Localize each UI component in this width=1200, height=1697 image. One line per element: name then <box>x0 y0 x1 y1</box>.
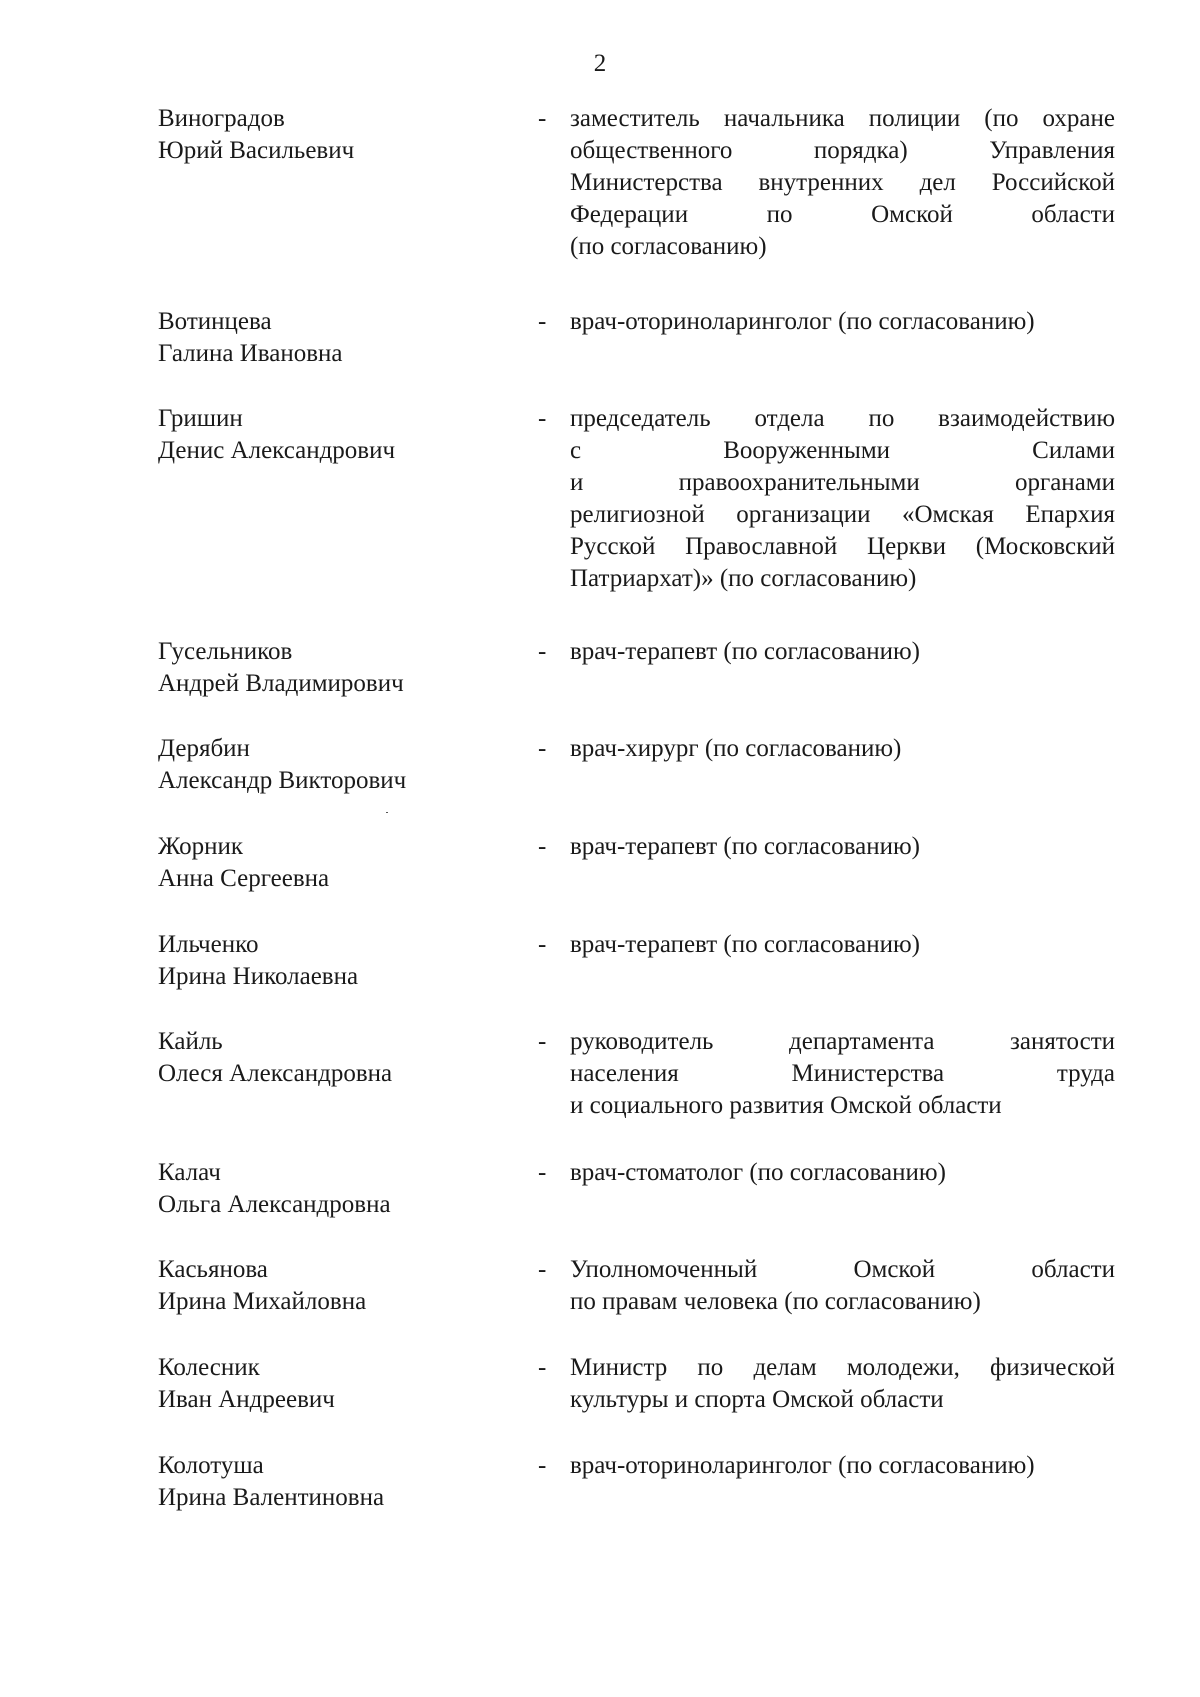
position-line: врач-хирург (по согласованию) <box>570 735 902 762</box>
surname: Дерябин <box>158 735 250 762</box>
separator-dash: - <box>538 1354 547 1381</box>
surname: Колесник <box>158 1354 260 1381</box>
person-name <box>158 1450 518 1514</box>
position-line: Патриархат)» (по согласованию) <box>570 565 917 592</box>
position-description <box>570 1026 1115 1122</box>
position-line: (по согласованию) <box>570 233 767 260</box>
surname: Колотуша <box>158 1452 264 1479</box>
position-line: председатель отдела по взаимодействию <box>570 405 1115 432</box>
position-line: Уполномоченный Омской области <box>570 1256 1115 1283</box>
given-names: Анна Сергеевна <box>158 865 330 892</box>
position-description <box>570 831 1115 863</box>
position-line: Министерства внутренних дел Российской <box>570 169 1115 196</box>
surname: Виноградов <box>158 105 285 132</box>
person-name <box>158 1352 518 1416</box>
surname: Калач <box>158 1159 221 1186</box>
position-line: по правам человека (по согласованию) <box>570 1288 981 1315</box>
position-line: руководитель департамента занятости <box>570 1028 1115 1055</box>
position-line: Русской Православной Церкви (Московский <box>570 533 1115 560</box>
separator-dash: - <box>538 1028 547 1055</box>
separator-dash: - <box>538 638 547 665</box>
position-line: врач-терапевт (по согласованию) <box>570 638 920 665</box>
position-line: Федерации по Омской области <box>570 201 1115 228</box>
position-line: заместитель начальника полиции (по охране <box>570 105 1115 132</box>
separator-dash: - <box>538 1256 547 1283</box>
position-description <box>570 929 1115 961</box>
separator-dash: - <box>538 1159 547 1186</box>
surname: Касьянова <box>158 1256 268 1283</box>
surname: Ильченко <box>158 931 259 958</box>
person-name <box>158 733 518 797</box>
position-line: врач-терапевт (по согласованию) <box>570 833 920 860</box>
position-description <box>570 636 1115 668</box>
separator-dash: - <box>538 735 547 762</box>
person-name <box>158 636 518 700</box>
position-line: Министр по делам молодежи, физической <box>570 1354 1115 1381</box>
position-description <box>570 403 1115 595</box>
separator-dash: - <box>538 405 547 432</box>
scan-speck <box>386 812 388 813</box>
position-line: религиозной организации «Омская Епархия <box>570 501 1115 528</box>
given-names: Ирина Валентиновна <box>158 1484 385 1511</box>
position-line: и социального развития Омской области <box>570 1092 1002 1119</box>
given-names: Ирина Михайловна <box>158 1288 367 1315</box>
position-description <box>570 1352 1115 1416</box>
person-name <box>158 103 518 167</box>
position-line: врач-стоматолог (по согласованию) <box>570 1159 946 1186</box>
surname: Кайль <box>158 1028 223 1055</box>
page-number: 2 <box>593 50 607 77</box>
person-name <box>158 403 518 467</box>
given-names: Юрий Васильевич <box>158 137 355 164</box>
separator-dash: - <box>538 833 547 860</box>
given-names: Ольга Александровна <box>158 1191 391 1218</box>
person-name <box>158 306 518 370</box>
person-name <box>158 1254 518 1318</box>
separator-dash: - <box>538 1452 547 1479</box>
surname: Жорник <box>158 833 244 860</box>
separator-dash: - <box>538 931 547 958</box>
position-line: врач-оториноларинголог (по согласованию) <box>570 1452 1035 1479</box>
separator-dash: - <box>538 105 547 132</box>
position-description <box>570 306 1115 338</box>
position-description <box>570 1450 1115 1482</box>
position-line: населения Министерства труда <box>570 1060 1115 1087</box>
given-names: Денис Александрович <box>158 437 396 464</box>
given-names: Иван Андреевич <box>158 1386 335 1413</box>
given-names: Андрей Владимирович <box>158 670 404 697</box>
position-line: врач-терапевт (по согласованию) <box>570 931 920 958</box>
position-line: с Вооруженными Силами <box>570 437 1115 464</box>
position-description <box>570 1254 1115 1318</box>
surname: Вотинцева <box>158 308 272 335</box>
surname: Гусельников <box>158 638 293 665</box>
position-line: общественного порядка) Управления <box>570 137 1115 164</box>
given-names: Александр Викторович <box>158 767 407 794</box>
position-description <box>570 1157 1115 1189</box>
separator-dash: - <box>538 308 547 335</box>
given-names: Олеся Александровна <box>158 1060 393 1087</box>
given-names: Галина Ивановна <box>158 340 343 367</box>
position-line: культуры и спорта Омской области <box>570 1386 944 1413</box>
person-name <box>158 929 518 993</box>
position-line: и правоохранительными органами <box>570 469 1115 496</box>
given-names: Ирина Николаевна <box>158 963 359 990</box>
person-name <box>158 1157 518 1221</box>
position-line: врач-оториноларинголог (по согласованию) <box>570 308 1035 335</box>
person-name <box>158 831 518 895</box>
position-description <box>570 103 1115 263</box>
position-description <box>570 733 1115 765</box>
person-name <box>158 1026 518 1090</box>
surname: Гришин <box>158 405 243 432</box>
